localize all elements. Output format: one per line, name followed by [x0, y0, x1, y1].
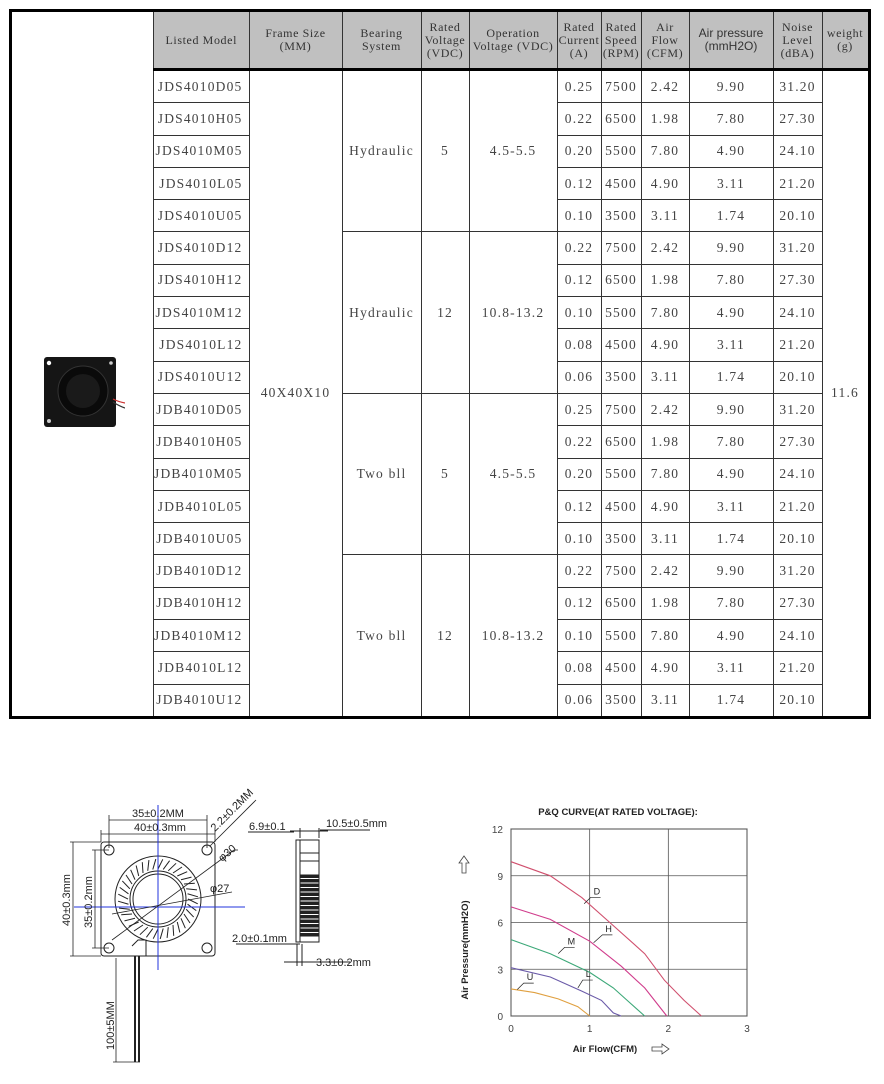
cell-current: 0.06: [557, 684, 601, 717]
cell-bearing: Two bll: [342, 555, 421, 717]
chart-grid: [511, 829, 747, 1016]
x-arrow-icon: [652, 1044, 669, 1054]
cell-pressure: 1.74: [689, 684, 773, 717]
cell-pressure: 9.90: [689, 393, 773, 425]
cell-speed: 3500: [601, 200, 641, 232]
cell-model: JDS4010H05: [154, 103, 250, 135]
header-bearing: Bearing System: [342, 11, 421, 70]
cell-current: 0.22: [557, 555, 601, 587]
cell-pressure: 3.11: [689, 490, 773, 522]
cell-speed: 5500: [601, 297, 641, 329]
cell-current: 0.08: [557, 329, 601, 361]
cell-pressure: 7.80: [689, 587, 773, 619]
cell-current: 0.06: [557, 361, 601, 393]
svg-text:2.0±0.1mm: 2.0±0.1mm: [232, 933, 287, 945]
y-arrow-icon: [459, 856, 469, 873]
dimension-drawing: [60, 780, 400, 1070]
cell-airflow: 7.80: [641, 458, 689, 490]
svg-text:3: 3: [497, 965, 503, 977]
cell-airflow: 3.11: [641, 684, 689, 717]
cell-operation-voltage: 4.5-5.5: [469, 70, 557, 232]
curve-label-M: M: [567, 936, 576, 947]
cell-current: 0.22: [557, 103, 601, 135]
side-view: [236, 828, 370, 966]
cell-model: JDB4010D05: [154, 393, 250, 425]
cell-noise: 24.10: [773, 620, 822, 652]
curve-label-L: L: [585, 969, 591, 980]
cell-noise: 27.30: [773, 426, 822, 458]
cell-airflow: 7.80: [641, 297, 689, 329]
cell-pressure: 4.90: [689, 135, 773, 167]
cell-noise: 20.10: [773, 361, 822, 393]
cell-noise: 24.10: [773, 135, 822, 167]
cell-airflow: 1.98: [641, 426, 689, 458]
svg-text:6: 6: [497, 918, 503, 930]
cell-noise: 31.20: [773, 232, 822, 264]
cell-airflow: 7.80: [641, 620, 689, 652]
cell-pressure: 7.80: [689, 426, 773, 458]
cell-model: JDS4010M05: [154, 135, 250, 167]
cell-model: JDS4010U12: [154, 361, 250, 393]
svg-text:100±5MM: 100±5MM: [105, 1001, 117, 1050]
header-frame-size: Frame Size (MM): [249, 11, 342, 70]
header-air-flow: Air Flow (CFM): [641, 11, 689, 70]
svg-text:35±0.2mm: 35±0.2mm: [83, 876, 95, 928]
cell-model: JDS4010L12: [154, 329, 250, 361]
cell-noise: 24.10: [773, 297, 822, 329]
cell-speed: 3500: [601, 523, 641, 555]
header-noise: Noise Level (dBA): [773, 11, 822, 70]
header-rated-speed: Rated Speed (RPM): [601, 11, 641, 70]
cell-noise: 21.20: [773, 329, 822, 361]
cell-speed: 5500: [601, 620, 641, 652]
cell-noise: 21.20: [773, 167, 822, 199]
cell-airflow: 7.80: [641, 135, 689, 167]
cell-airflow: 4.90: [641, 329, 689, 361]
cell-pressure: 4.90: [689, 297, 773, 329]
chart-ticks: [492, 825, 750, 1035]
spec-table: [9, 9, 871, 719]
header-operation-voltage: Operation Voltage (VDC): [469, 11, 557, 70]
cell-speed: 4500: [601, 329, 641, 361]
cell-pressure: 1.74: [689, 200, 773, 232]
cell-pressure: 3.11: [689, 167, 773, 199]
cell-model: JDB4010M05: [154, 458, 250, 490]
table-body: [11, 70, 870, 718]
cell-current: 0.08: [557, 652, 601, 684]
cell-model: JDB4010D12: [154, 555, 250, 587]
cell-pressure: 9.90: [689, 70, 773, 103]
cell-model: JDB4010M12: [154, 620, 250, 652]
cell-speed: 3500: [601, 361, 641, 393]
cell-noise: 27.30: [773, 264, 822, 296]
cell-pressure: 3.11: [689, 652, 773, 684]
cell-noise: 27.30: [773, 587, 822, 619]
cell-speed: 4500: [601, 652, 641, 684]
cell-model: JDB4010U05: [154, 523, 250, 555]
cell-model: JDS4010L05: [154, 167, 250, 199]
table-row: [11, 70, 870, 103]
cell-operation-voltage: 10.8-13.2: [469, 555, 557, 717]
cell-model: JDB4010L12: [154, 652, 250, 684]
cell-speed: 6500: [601, 587, 641, 619]
cell-pressure: 3.11: [689, 329, 773, 361]
fan-photo-icon: [41, 351, 125, 431]
cell-airflow: 1.98: [641, 264, 689, 296]
dimension-labels: [61, 787, 387, 1050]
cell-bearing: Hydraulic: [342, 70, 421, 232]
cell-airflow: 2.42: [641, 555, 689, 587]
svg-text:φ27: φ27: [210, 883, 230, 895]
cell-airflow: 4.90: [641, 490, 689, 522]
svg-text:35±0.2MM: 35±0.2MM: [132, 808, 184, 820]
curve-label-H: H: [605, 923, 612, 934]
cell-noise: 27.30: [773, 103, 822, 135]
curve-label-D: D: [593, 886, 601, 897]
cell-current: 0.12: [557, 490, 601, 522]
svg-text:2.2±0.2MM: 2.2±0.2MM: [208, 786, 256, 835]
cell-speed: 3500: [601, 684, 641, 717]
svg-text:1: 1: [586, 1024, 593, 1035]
cell-pressure: 9.90: [689, 232, 773, 264]
cell-current: 0.10: [557, 200, 601, 232]
cell-speed: 6500: [601, 103, 641, 135]
cell-speed: 4500: [601, 167, 641, 199]
curve-label-U: U: [526, 972, 534, 983]
cell-current: 0.12: [557, 264, 601, 296]
header-air-pressure: Air pressure (mmH2O): [689, 11, 773, 70]
cell-airflow: 2.42: [641, 70, 689, 103]
cell-noise: 21.20: [773, 652, 822, 684]
cell-current: 0.20: [557, 135, 601, 167]
cell-bearing: Hydraulic: [342, 232, 421, 393]
cell-speed: 7500: [601, 70, 641, 103]
curve-D: [511, 862, 701, 1016]
cell-airflow: 1.98: [641, 103, 689, 135]
cell-rated-voltage: 5: [421, 393, 469, 554]
cell-current: 0.12: [557, 587, 601, 619]
cell-speed: 6500: [601, 426, 641, 458]
cell-noise: 20.10: [773, 684, 822, 717]
cell-model: JDB4010L05: [154, 490, 250, 522]
cell-speed: 7500: [601, 555, 641, 587]
cell-noise: 24.10: [773, 458, 822, 490]
svg-text:2: 2: [665, 1024, 672, 1035]
cell-current: 0.10: [557, 620, 601, 652]
cell-pressure: 4.90: [689, 458, 773, 490]
cell-current: 0.25: [557, 393, 601, 425]
cell-model: JDB4010H05: [154, 426, 250, 458]
curve-U: [511, 989, 590, 1016]
header-weight: weight (g): [822, 11, 869, 70]
svg-text:0: 0: [497, 1012, 503, 1023]
product-photo-cell: [11, 70, 154, 718]
y-axis-label: Air Pressure(mmH2O): [460, 900, 471, 1000]
image-header-blank: [11, 11, 154, 70]
svg-text:9: 9: [497, 871, 503, 883]
svg-text:φ30: φ30: [216, 842, 239, 865]
svg-text:0: 0: [508, 1024, 514, 1035]
cell-current: 0.12: [557, 167, 601, 199]
cell-current: 0.20: [557, 458, 601, 490]
header-rated-voltage: Rated Voltage (VDC): [421, 11, 469, 70]
cell-noise: 20.10: [773, 200, 822, 232]
svg-text:10.5±0.5mm: 10.5±0.5mm: [326, 818, 388, 830]
cell-airflow: 3.11: [641, 200, 689, 232]
cell-noise: 31.20: [773, 555, 822, 587]
cell-weight: 11.6: [822, 70, 869, 718]
cell-speed: 7500: [601, 232, 641, 264]
cell-noise: 31.20: [773, 70, 822, 103]
cell-speed: 6500: [601, 264, 641, 296]
cell-airflow: 3.11: [641, 523, 689, 555]
cell-airflow: 4.90: [641, 167, 689, 199]
header-model: Listed Model: [154, 11, 250, 70]
cell-pressure: 9.90: [689, 555, 773, 587]
cell-operation-voltage: 10.8-13.2: [469, 232, 557, 393]
cell-operation-voltage: 4.5-5.5: [469, 393, 557, 554]
chart-curves: [511, 862, 701, 1016]
svg-text:6.9±0.1: 6.9±0.1: [249, 821, 286, 833]
cell-current: 0.10: [557, 523, 601, 555]
svg-text:3.3±0.2mm: 3.3±0.2mm: [316, 957, 371, 969]
cell-model: JDS4010D05: [154, 70, 250, 103]
cell-rated-voltage: 12: [421, 232, 469, 393]
cell-model: JDB4010H12: [154, 587, 250, 619]
x-axis-label: Air Flow(CFM): [572, 1044, 638, 1055]
header-rated-current: Rated Current (A): [557, 11, 601, 70]
cell-pressure: 7.80: [689, 264, 773, 296]
curve-H: [511, 907, 667, 1016]
cell-current: 0.22: [557, 426, 601, 458]
cell-speed: 7500: [601, 393, 641, 425]
cell-speed: 4500: [601, 490, 641, 522]
cell-airflow: 2.42: [641, 393, 689, 425]
svg-text:12: 12: [491, 825, 503, 836]
cell-pressure: 1.74: [689, 523, 773, 555]
cell-rated-voltage: 5: [421, 70, 469, 232]
svg-text:40±0.3mm: 40±0.3mm: [61, 874, 73, 926]
cell-pressure: 4.90: [689, 620, 773, 652]
pq-curve-chart: [450, 795, 760, 1065]
svg-text:40±0.3mm: 40±0.3mm: [134, 822, 186, 834]
cell-bearing: Two bll: [342, 393, 421, 554]
cell-noise: 20.10: [773, 523, 822, 555]
cell-model: JDS4010M12: [154, 297, 250, 329]
cell-noise: 21.20: [773, 490, 822, 522]
cell-airflow: 1.98: [641, 587, 689, 619]
cell-speed: 5500: [601, 458, 641, 490]
cell-pressure: 7.80: [689, 103, 773, 135]
cell-model: JDS4010H12: [154, 264, 250, 296]
cell-current: 0.10: [557, 297, 601, 329]
cell-model: JDS4010U05: [154, 200, 250, 232]
chart-title: P&Q CURVE(AT RATED VOLTAGE):: [538, 807, 698, 818]
cell-pressure: 1.74: [689, 361, 773, 393]
cell-airflow: 4.90: [641, 652, 689, 684]
cell-rated-voltage: 12: [421, 555, 469, 717]
cell-frame-size: 40X40X10: [249, 70, 342, 718]
cell-current: 0.22: [557, 232, 601, 264]
cell-noise: 31.20: [773, 393, 822, 425]
cell-speed: 5500: [601, 135, 641, 167]
cell-airflow: 3.11: [641, 361, 689, 393]
cell-airflow: 2.42: [641, 232, 689, 264]
header-row: [11, 11, 870, 70]
cell-model: JDB4010U12: [154, 684, 250, 717]
cell-current: 0.25: [557, 70, 601, 103]
cell-model: JDS4010D12: [154, 232, 250, 264]
svg-text:3: 3: [744, 1024, 750, 1035]
